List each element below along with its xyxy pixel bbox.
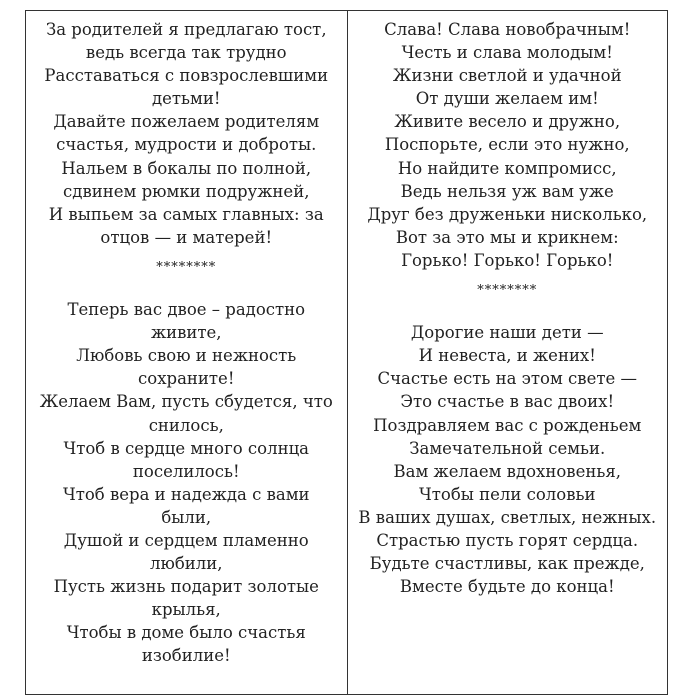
poem-line: поселилось!: [132, 461, 240, 481]
poem-line: И выпьем за самых главных: за: [48, 204, 324, 224]
poem-line: ведь всегда так трудно: [85, 43, 287, 63]
poem-line: Горько! Горько! Горько!: [401, 250, 614, 270]
poem-line: счастья, мудрости и доброты.: [56, 135, 317, 155]
poem-line: Замечательной семьи.: [409, 438, 606, 458]
right-column: [348, 11, 668, 694]
poem-line: Будьте счастливы, как прежде,: [369, 554, 645, 574]
poem-line: Вместе будьте до конца!: [399, 577, 615, 597]
poem-line: Честь и слава молодым!: [401, 43, 613, 63]
right-poem-1: [348, 18, 668, 272]
poem-line: любили,: [149, 554, 223, 574]
poem-line: сдвинем рюмки подружней,: [63, 181, 310, 201]
separator: ********: [477, 283, 538, 299]
poem-line: Это счастье в вас двоих!: [400, 392, 615, 412]
poem-line: Пусть жизнь подарит золотые: [53, 577, 319, 597]
poem-line: Чтоб в сердце много солнца: [63, 438, 310, 458]
poem-line: Чтобы пели соловьи: [419, 484, 596, 504]
poem-line: От души желаем им!: [415, 89, 599, 109]
poem-line: Поспорьте, если это нужно,: [384, 135, 630, 155]
poem-line: Нальем в бокалы по полной,: [61, 158, 312, 178]
poem-line: Страстью пусть горят сердца.: [376, 530, 639, 550]
left-poem-1: [26, 18, 347, 249]
poem-line: отцов — и матерей!: [100, 227, 273, 247]
poem-line: Слава! Слава новобрачным!: [384, 20, 631, 39]
poem-line: изобилие!: [141, 646, 231, 666]
poem-line: живите,: [150, 323, 222, 343]
poem-line: Вам желаем вдохновенья,: [393, 461, 621, 481]
separator: ********: [156, 259, 217, 275]
left-poem-2: [26, 298, 347, 668]
poem-line: Поздравляем вас с рожденьем: [373, 415, 642, 435]
poem-line: детьми!: [152, 89, 221, 109]
poem-line: снилось,: [148, 415, 224, 435]
poem-line: В ваших душах, светлых, нежных.: [358, 507, 657, 527]
poem-line: Расставаться с повзрослевшими: [44, 66, 329, 86]
poem-line: Дорогие наши дети —: [410, 323, 604, 343]
poem-line: И невеста, и жених!: [418, 346, 596, 366]
poem-line: Счастье есть на этом свете —: [377, 369, 637, 389]
poem-line: Ведь нельзя уж вам уже: [400, 181, 614, 201]
left-column: [26, 11, 348, 694]
poem-line: Чтоб вера и надежда с вами: [62, 484, 310, 504]
poem-line: сохраните!: [138, 369, 235, 389]
poem-line: За родителей я предлагаю тост,: [45, 20, 327, 39]
poem-line: Чтобы в доме было счастья: [66, 623, 306, 643]
poem-line: Душой и сердцем пламенно: [63, 530, 309, 550]
right-poem-2: [348, 321, 668, 598]
poem-line: Вот за это мы и крикнем:: [395, 227, 619, 247]
poem-line: Жизни светлой и удачной: [392, 66, 622, 86]
poem-line: Теперь вас двое – радостно: [67, 300, 306, 320]
poem-line: крылья,: [151, 600, 221, 620]
poem-line: Любовь свою и нежность: [76, 346, 297, 366]
poem-line: Давайте пожелаем родителям: [53, 112, 320, 132]
poem-line: Живите весело и дружно,: [394, 112, 621, 132]
poem-table: [25, 10, 668, 695]
poem-line: были,: [161, 507, 212, 527]
poem-line: Друг без друженьки нисколько,: [367, 204, 648, 224]
poem-line: Желаем Вам, пусть сбудется, что: [39, 392, 333, 412]
poem-line: Но найдите компромисс,: [397, 158, 617, 178]
